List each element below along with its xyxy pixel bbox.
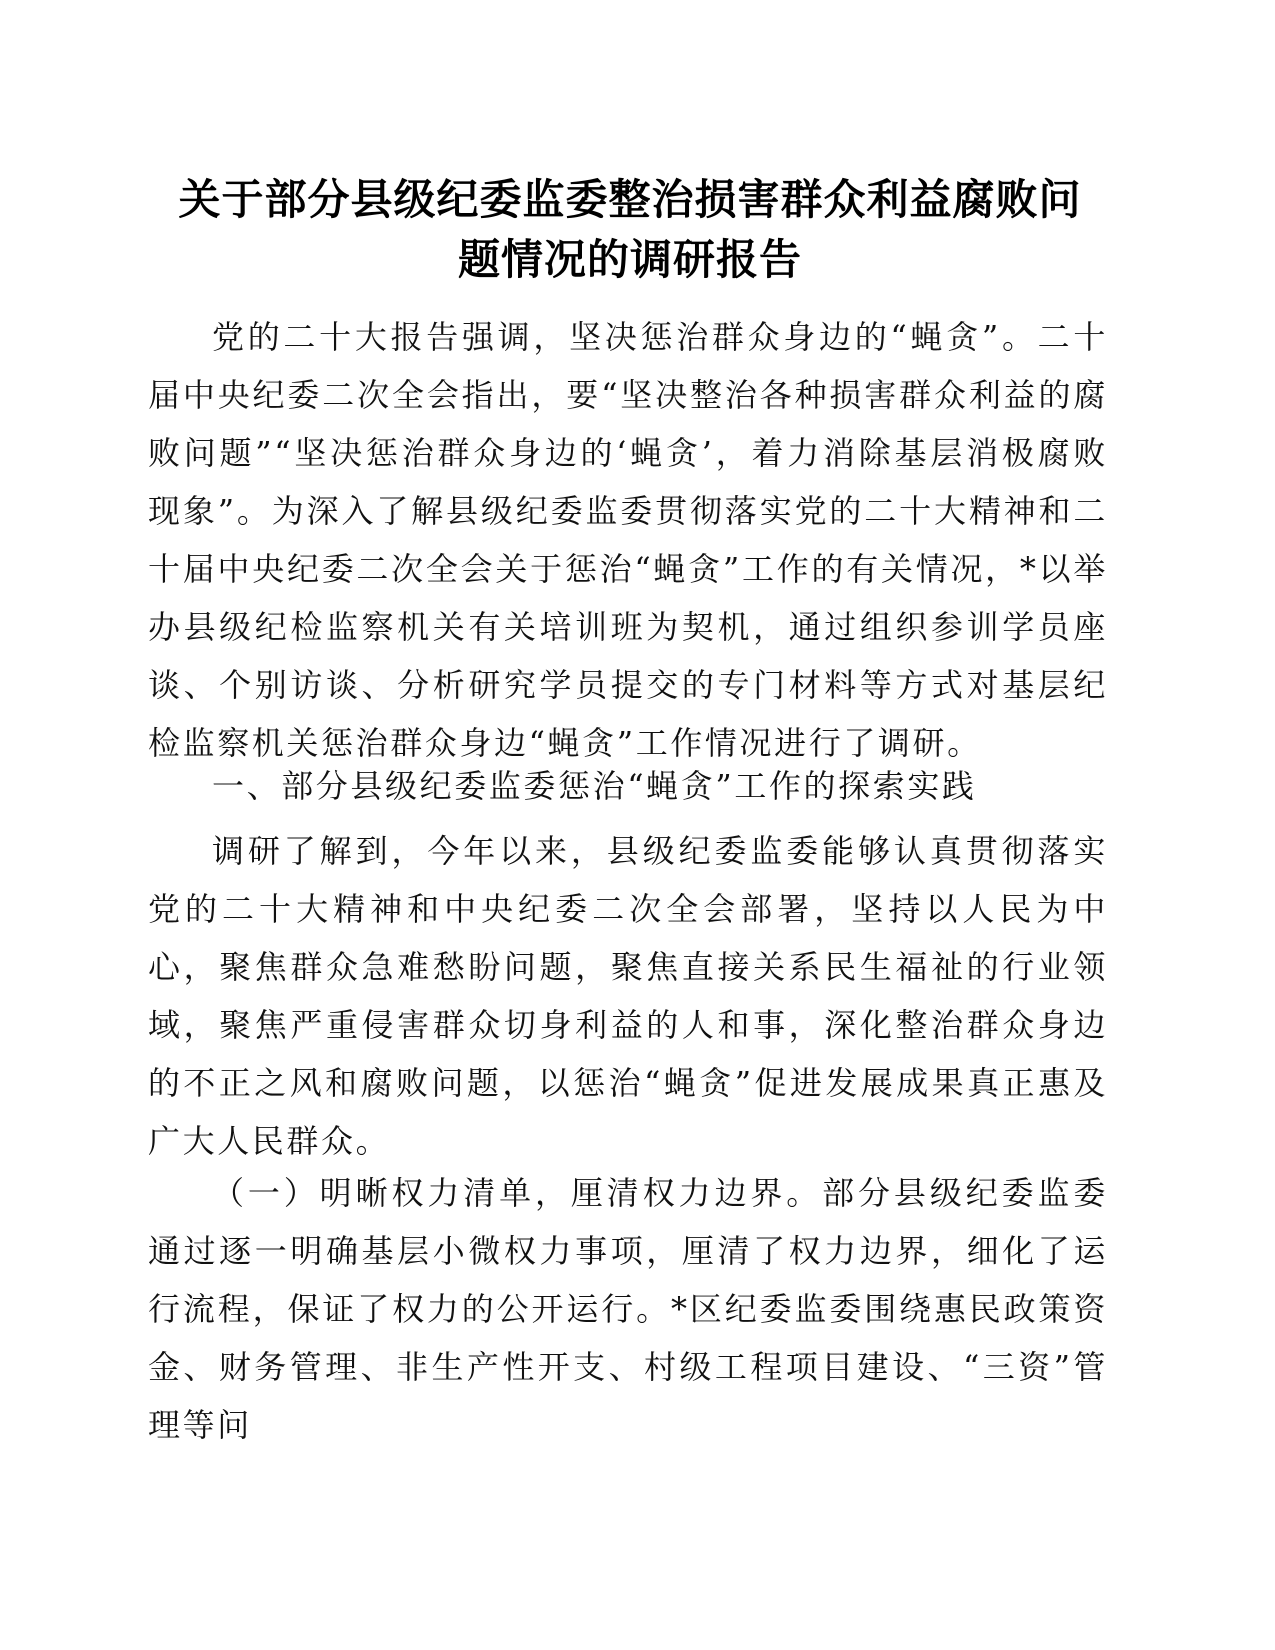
title-line-2: 题情况的调研报告 — [457, 235, 802, 284]
document-title — [140, 170, 1120, 290]
section-1-intro-paragraph: 调研了解到，今年以来，县级纪委监委能够认真贯彻落实党的二十大精神和中央纪委二次全会部署，坚持以人民为中心，聚焦群众急难愁盼问题，聚焦直接关系民生福祉的行业领域，聚焦严重侵害群众切身利益的人和事，深化整治群众身边的不正之风和腐败问题，以惩治“蝇贪”促进发展成果真正惠及广大人民群众。 — [148, 832, 1108, 1160]
intro-paragraph: 党的二十大报告强调，坚决惩治群众身边的“蝇贪”。二十届中央纪委二次全会指出，要“坚决整治各种损害群众利益的腐败问题”“坚决惩治群众身边的‘蝇贪’，着力消除基层消极腐败现象”。为深入了解县级纪委监委贯彻落实党的二十大精神和二十届中央纪委二次全会关于惩治“蝇贪”工作的有关情况，*以举办县级纪检监察机关有关培训班为契机，通过组织参训学员座谈、个别访谈、分析研究学员提交的专门材料等方式对基层纪检监察机关惩治群众身边“蝇贪”工作情况进行了调研。 — [148, 318, 1108, 762]
section-heading-1: 一、部分县级纪委监委惩治“蝇贪”工作的探索实践 — [212, 767, 977, 805]
subsection-1-paragraph: （一）明晰权力清单，厘清权力边界。部分县级纪委监委通过逐一明确基层小微权力事项，厘清了权力边界，细化了运行流程，保证了权力的公开运行。*区纪委监委围绕惠民政策资金、财务管理、非生产性开支、村级工程项目建设、“三资”管理等问 — [148, 1174, 1108, 1444]
title-line-1: 关于部分县级纪委监委整治损害群众利益腐败问 — [178, 175, 1082, 224]
